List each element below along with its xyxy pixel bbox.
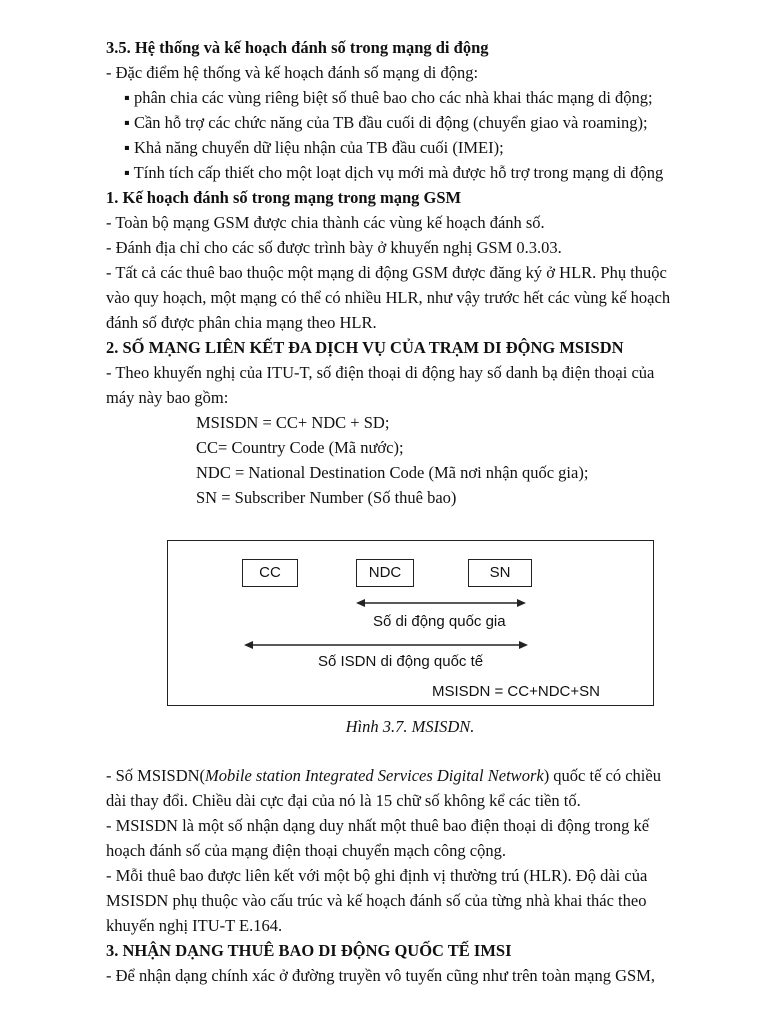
section-2-heading: 2. SỐ MẠNG LIÊN KẾT ĐA DỊCH VỤ CỦA TRẠM DI ĐỘNG MSISDN (106, 338, 624, 357)
national-number-arrow (356, 597, 526, 609)
paragraph-line: - Đánh địa chỉ cho các số được trình bày ở khuyến nghị GSM 0.3.03. (106, 238, 562, 257)
paragraph-line: MSISDN phụ thuộc vào cấu trúc và kế hoạch đánh số của từng nhà khai thác theo (106, 891, 647, 910)
msisdn-expansion: Mobile station Integrated Services Digital Network (205, 766, 544, 785)
paragraph-line: - Để nhận dạng chính xác ở đường truyền vô tuyến cũng như trên toàn mạng GSM, (106, 966, 656, 985)
paragraph-line: đánh số được phân chia mạng theo HLR. (106, 313, 377, 332)
formula-line: NDC = National Destination Code (Mã nơi nhận quốc gia); (196, 463, 589, 482)
paragraph-line: khuyến nghị ITU-T E.164. (106, 916, 283, 935)
msisdn-prefix: - Số MSISDN( (106, 766, 206, 785)
formula-line: CC= Country Code (Mã nước); (196, 438, 404, 457)
formula-line: MSISDN = CC+ NDC + SD; (196, 413, 390, 432)
paragraph-line: - Mỗi thuê bao được liên kết với một bộ ghi định vị thường trú (HLR). Độ dài của (106, 866, 648, 885)
national-number-label: Số di động quốc gia (373, 613, 506, 630)
paragraph-line: - Toàn bộ mạng GSM được chia thành các vùng kế hoạch đánh số. (106, 213, 545, 232)
paragraph-line: dài thay đổi. Chiều dài cực đại của nó là 15 chữ số không kể các tiền tố. (106, 791, 581, 810)
section-1-heading: 1. Kế hoạch đánh số trong mạng trong mạng GSM (106, 188, 462, 207)
bullet-item: ▪ phân chia các vùng riêng biệt số thuê bao cho các nhà khai thác mạng di động; (124, 88, 653, 107)
paragraph-line: - Theo khuyến nghị của ITU-T, số điện thoại di động hay số danh bạ điện thoại của (106, 363, 655, 382)
paragraph-line: - MSISDN là một số nhận dạng duy nhất một thuê bao điện thoại di động trong kế (106, 816, 650, 835)
bullet-item: ▪ Khả năng chuyển dữ liệu nhận của TB đầu cuối (IMEI); (124, 138, 504, 157)
formula-line: SN = Subscriber Number (Số thuê bao) (196, 488, 457, 507)
paragraph-line: - Tất cả các thuê bao thuộc một mạng di động GSM được đăng ký ở HLR. Phụ thuộc (106, 263, 667, 282)
msisdn-suffix: ) quốc tế có chiều (543, 766, 661, 785)
figure-formula: MSISDN = CC+NDC+SN (432, 683, 600, 700)
section-3-5-heading: 3.5. Hệ thống và kế hoạch đánh số trong mạng di động (106, 38, 489, 57)
paragraph-line: hoạch đánh số của mạng điện thoại chuyển mạch công cộng. (106, 841, 506, 860)
figure-caption: Hình 3.7. MSISDN. (345, 717, 475, 736)
cc-box: CC (242, 559, 298, 587)
msisdn-figure (167, 540, 654, 706)
bullet-item: ▪ Cần hỗ trợ các chức năng của TB đầu cuối di động (chuyển giao và roaming); (124, 113, 648, 132)
paragraph-line: vào quy hoạch, một mạng có thể có nhiều HLR, như vậy trước hết các vùng kế hoạch (106, 288, 671, 307)
sn-box: SN (468, 559, 532, 587)
paragraph-line: máy này bao gồm: (106, 388, 229, 407)
ndc-box: NDC (356, 559, 414, 587)
paragraph-line (106, 763, 661, 788)
section-3-heading: 3. NHẬN DẠNG THUÊ BAO DI ĐỘNG QUỐC TẾ IMSI (106, 941, 512, 960)
section-3-5-intro: - Đặc điểm hệ thống và kế hoạch đánh số mạng di động: (106, 63, 479, 82)
bullet-item: ▪ Tính tích cấp thiết cho một loạt dịch vụ mới mà được hỗ trợ trong mạng di động (124, 163, 664, 182)
international-number-label: Số ISDN di động quốc tế (318, 653, 484, 670)
